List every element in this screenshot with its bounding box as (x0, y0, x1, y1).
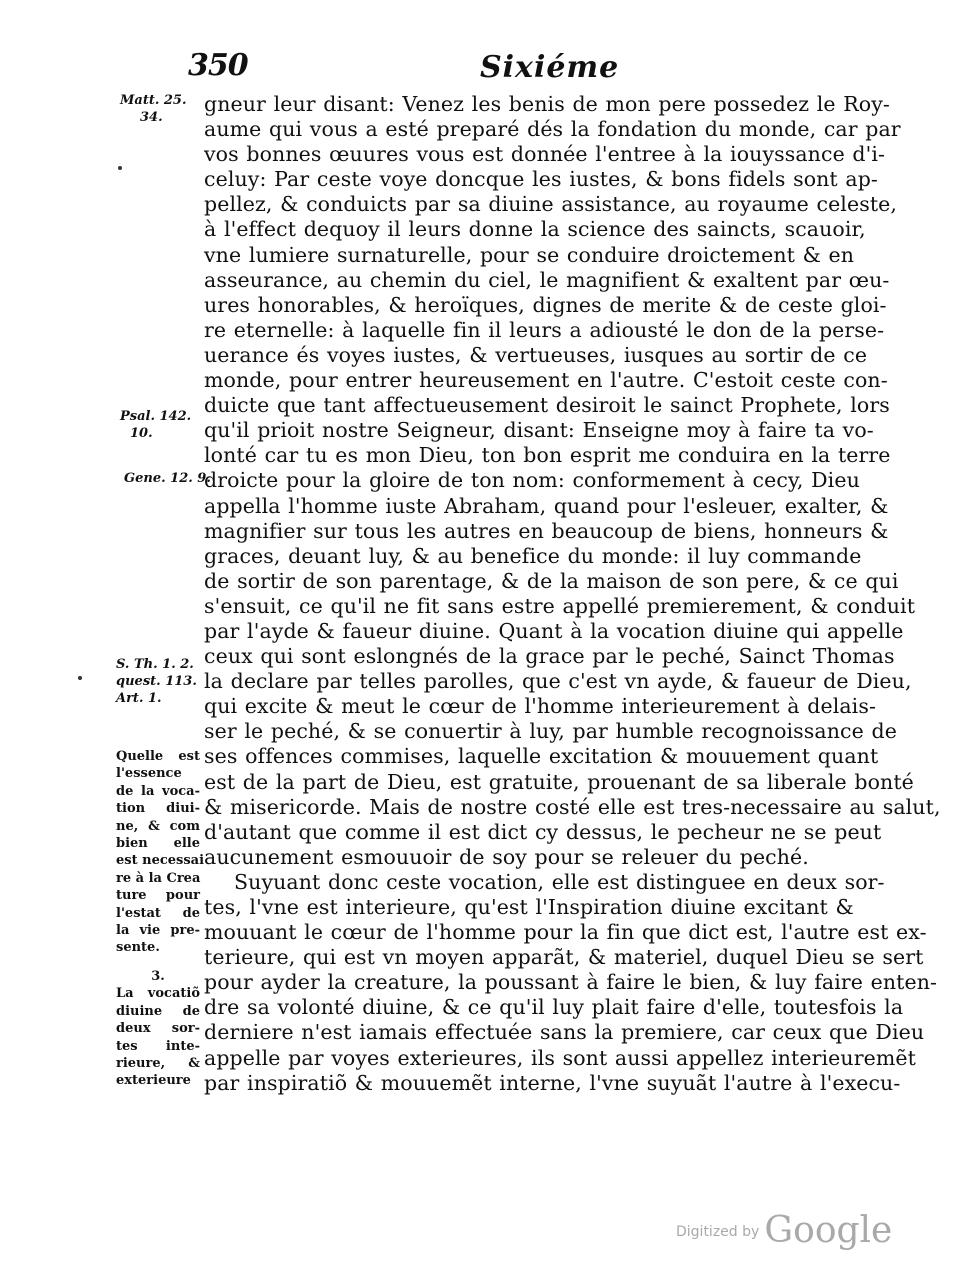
margin-ref-matt (120, 92, 187, 126)
margin-ref-line: 34. (140, 110, 163, 125)
side-note-line: diuine de (116, 1003, 200, 1019)
side-note-line: ne, & com (116, 818, 200, 834)
text-line: mouuant le cœur de l'homme pour la fin que dict est, l'autre est ex- (204, 920, 927, 945)
text-line: par inspiratiõ & mouuemẽt interne, l'vne suyuãt l'autre à l'execu- (204, 1070, 901, 1095)
side-note-numeral: 3. (151, 969, 165, 984)
margin-ref-line: Psal. 142. (120, 409, 192, 424)
side-note-line: sente. (116, 940, 160, 956)
side-note-line: bien elle (116, 836, 200, 852)
text-line: gneur leur disant: Venez les benis de mon pere possedez le Roy- (204, 92, 890, 116)
text-line: qui excite & meut le cœur de l'homme interieurement à delais- (204, 694, 876, 719)
margin-ref-line: Gene. 12. 9. (124, 471, 211, 486)
google-logo: Google (764, 1210, 893, 1251)
text-line: à l'effect dequoy il leurs donne la science des saincts, scauoir, (204, 217, 866, 242)
margin-mark (78, 676, 82, 680)
margin-ref-gene (124, 470, 211, 487)
margin-ref-line: 10. (130, 426, 153, 441)
watermark-prefix: Digitized by (676, 1224, 760, 1240)
text-line: pellez, & conduicts par sa diuine assistance, au royaume celeste, (204, 192, 898, 217)
side-note-line: exterieure (116, 1073, 191, 1089)
text-line: vos bonnes œuures vous est donnée l'entree à la iouyssance d'i- (204, 142, 886, 167)
text-line: uerance és voyes iustes, & vertueuses, iusques au sortir de ce (204, 342, 868, 367)
text-line: duicte que tant affectueusement desiroit le sainct Prophete, lors (204, 393, 890, 418)
margin-mark (118, 166, 122, 170)
margin-ref-line: quest. 113. (116, 674, 197, 689)
text-line: la declare par telles parolles, que c'est vn ayde, & faueur de Dieu, (204, 669, 912, 694)
text-line: ures honorables, & heroïques, dignes de merite & de ceste gloi- (204, 292, 887, 317)
side-note-line: La vocatiõ (116, 986, 200, 1002)
text-line: appella l'homme iuste Abraham, quand pour l'esleuer, exalter, & (204, 493, 889, 518)
side-note-line: tion diui- (116, 801, 200, 817)
text-line: dre sa volonté diuine, & ce qu'il luy plait faire d'elle, toutesfois la (204, 995, 904, 1020)
side-note-line: tes inte- (116, 1038, 200, 1054)
main-text (204, 92, 941, 1096)
text-line: qu'il prioit nostre Seigneur, disant: Enseigne moy à faire ta vo- (204, 418, 874, 443)
margin-ref-psal (120, 408, 191, 442)
text-line: s'ensuit, ce qu'il ne fit sans estre appellé premierement, & conduit (204, 593, 916, 618)
text-line: derniere n'est iamais effectuée sans la premiere, car ceux que Dieu (204, 1020, 925, 1045)
side-note-line: deux sor- (116, 1021, 200, 1037)
side-note-line: l'essence (116, 766, 182, 782)
side-note-essence (116, 748, 205, 957)
text-line: ceux qui sont eslongnés de la grace par le peché, Sainct Thomas (204, 644, 895, 669)
text-line: monde, pour entrer heureusement en l'autre. C'estoit ceste con- (204, 368, 888, 393)
text-line: tes, l'vne est interieure, qu'est l'Inspiration diuine excitant & (204, 895, 854, 919)
text-line: celuy: Par ceste voye doncque les iustes, & bons fidels sont ap- (204, 167, 878, 192)
side-note-line: rieure, & (116, 1056, 200, 1072)
text-line: & misericorde. Mais de nostre costé elle est tres-necessaire au salut, (204, 794, 941, 819)
side-note-line: la vie pre- (116, 923, 200, 939)
side-note-line: l'estat de (116, 905, 200, 921)
text-line: terieure, qui est vn moyen apparãt, & materiel, duquel Dieu se sert (204, 945, 924, 970)
text-line: pour ayder la creature, la poussant à faire le bien, & luy faire enten- (204, 970, 938, 995)
text-line: vne lumiere surnaturelle, pour se conduire droictement & en (204, 242, 855, 267)
text-line: par l'ayde & faueur diuine. Quant à la vocation diuine qui appelle (204, 618, 904, 643)
text-line: de sortir de son parentage, & de la maison de son pere, & ce qui (204, 568, 899, 593)
text-line: asseurance, au chemin du ciel, le magnifient & exaltent par œu- (204, 267, 890, 292)
text-line: aume qui vous a esté preparé dés la fondation du monde, car par (204, 117, 901, 142)
side-note-line: Quelle est (116, 749, 200, 764)
text-line: magnifier sur tous les autres en beaucoup de biens, honneurs & (204, 518, 889, 543)
side-note-line: de la voca- (116, 783, 200, 799)
side-note-line: re à la Crea (116, 870, 201, 886)
text-line: droicte pour la gloire de ton nom: conformement à cecy, Dieu (204, 468, 860, 493)
margin-ref-thomas (116, 656, 197, 707)
text-line: Suyuant donc ceste vocation, elle est distinguee en deux sor- (234, 869, 885, 894)
text-line: est de la part de Dieu, est gratuite, prouenant de sa liberale bonté (204, 769, 914, 794)
side-note-line: ture pour (116, 888, 200, 904)
text-line: d'autant que comme il est dict cy dessus, le pecheur ne se peut (204, 819, 882, 844)
text-line: ser le peché, & se conuertir à luy, par humble recognoissance de (204, 719, 897, 744)
page-number: 350 (188, 48, 248, 83)
text-line: graces, deuant luy, & au benefice du monde: il luy commande (204, 543, 862, 568)
side-note-line: est necessai (116, 853, 205, 869)
digitized-watermark (676, 1210, 892, 1251)
margin-ref-line: Matt. 25. (120, 93, 187, 108)
text-line: re eternelle: à laquelle fin il leurs a adiousté le don de la perse- (204, 317, 885, 342)
side-note-sorts (116, 968, 200, 1090)
text-line: ses offences commises, laquelle excitation & mouuement quant (204, 744, 879, 769)
running-head: Sixiéme (480, 50, 620, 85)
text-line: appelle par voyes exterieures, ils sont aussi appellez interieuremẽt (204, 1045, 916, 1070)
margin-ref-line: Art. 1. (116, 691, 162, 706)
text-line: aucunement esmouuoir de soy pour se releuer du peché. (204, 844, 809, 869)
margin-ref-line: S. Th. 1. 2. (116, 657, 194, 672)
text-line: lonté car tu es mon Dieu, ton bon esprit me conduira en la terre (204, 443, 891, 468)
